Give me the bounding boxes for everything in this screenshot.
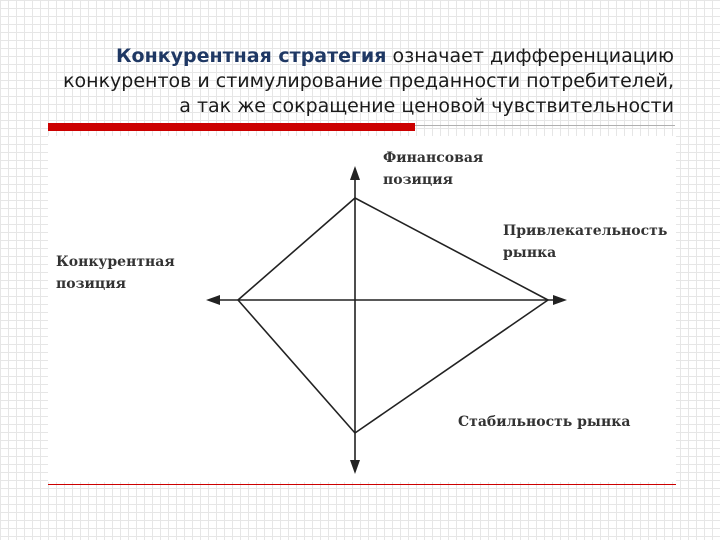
diamond-shape [238,198,548,433]
arrow-right-icon [553,295,567,305]
label-financial-position: Финансовая позиция [383,150,484,188]
arrow-down-icon [350,460,360,474]
arrow-left-icon [206,295,220,305]
label-competitive-position: Конкурентная позиция [56,254,175,292]
label-market-stability: Стабильность рынка [458,414,631,430]
title-line1-rest: означает дифференциацию [386,45,674,67]
title-line2: конкурентов и стимулирование преданности потребителей, [63,70,674,92]
label-market-attractiveness: Привлекательность рынка [503,223,668,261]
title-line3: а так же сокращение ценовой чувствительности [179,95,674,117]
arrow-up-icon [350,166,360,180]
title-emphasis: Конкурентная стратегия [116,45,387,67]
